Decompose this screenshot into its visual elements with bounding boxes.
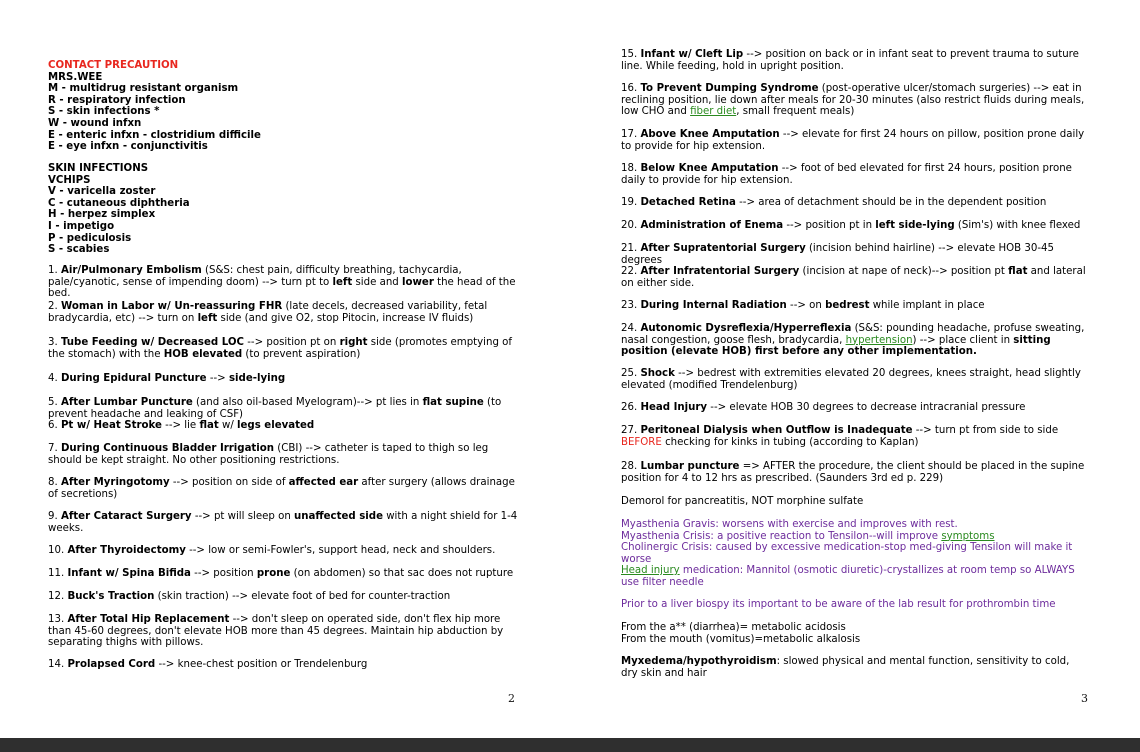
- position-item-14: 14. Prolapsed Cord --> knee-chest position or Trendelenburg: [48, 659, 368, 670]
- position-item-1: 1. Air/Pulmonary Embolism (S&S: chest pain, difficulty breathing, tachycardia, pale/cyanotic, sense of impending doom) --> turn pt to left side and lower the head of the bed.: [48, 265, 516, 300]
- hypertension-link[interactable]: hypertension: [845, 334, 913, 346]
- contact-mnemonic: MRS.WEE: [48, 71, 103, 83]
- position-item-24: 24. Autonomic Dysreflexia/Hyperreflexia (S&S: pounding headache, profuse sweating, nasal congestion, goose flesh, bradycardia, hypertension) --> place client in sitting position (elevate HOB) first before any other implementation.: [621, 323, 1085, 358]
- myasthenia-gravis-note: Myasthenia Gravis: worsens with exercise and improves with rest.: [621, 519, 958, 530]
- position-item-11: 11. Infant w/ Spina Bifida --> position prone (on abdomen) so that sac does not rupture: [48, 568, 514, 579]
- position-item-17: 17. Above Knee Amputation --> elevate for first 24 hours on pillow, position prone daily to provide for hip extension.: [621, 129, 1085, 152]
- fiber-diet-link[interactable]: fiber diet: [690, 106, 737, 118]
- position-item-19: 19. Detached Retina --> area of detachment should be in the dependent position: [621, 197, 1047, 208]
- position-item-10: 10. After Thyroidectomy --> low or semi-Fowler's, support head, neck and shoulders.: [48, 545, 496, 556]
- position-item-9: 9. After Cataract Surgery --> pt will sleep on unaffected side with a night shield for 1-4 weeks.: [48, 511, 518, 534]
- contact-precaution-title: CONTACT PRECAUTION: [48, 60, 179, 71]
- position-item-27: 27. Peritoneal Dialysis when Outflow is Inadequate --> turn pt from side to side BEFORE checking for kinks in tubing (according to Kaplan): [621, 425, 1059, 448]
- position-item-5: 5. After Lumbar Puncture (and also oil-based Myelogram)--> pt lies in flat supine (to prevent headache and leaking of CSF): [48, 397, 502, 420]
- skin-infections-section: [48, 163, 520, 256]
- cholinergic-crisis-note: Cholinergic Crisis: caused by excessive medication-stop med-giving Tensilon will make it worse: [621, 542, 1073, 565]
- list-item: P - pediculosis: [48, 232, 132, 244]
- position-item-26: 26. Head Injury --> elevate HOB 30 degrees to decrease intracranial pressure: [621, 402, 1026, 413]
- head-injury-link[interactable]: Head injury: [621, 565, 680, 576]
- skin-mnemonic: VCHIPS: [48, 174, 91, 186]
- skin-infections-title: SKIN INFECTIONS: [48, 163, 149, 174]
- position-item-7: 7. During Continuous Bladder Irrigation (CBI) --> catheter is taped to thigh so leg should be kept straight. No other positioning restrictions.: [48, 443, 489, 466]
- list-item: S - skin infections *: [48, 106, 160, 118]
- symptoms-link[interactable]: symptoms: [941, 530, 995, 542]
- myasthenia-notes: [621, 519, 1089, 565]
- page-number-left: 2: [508, 692, 515, 705]
- list-item: E - eye infxn - conjunctivitis: [48, 141, 208, 153]
- position-item-8: 8. After Myringotomy --> position on side of affected ear after surgery (allows drainage of secretions): [48, 477, 515, 500]
- position-item-25: 25. Shock --> bedrest with extremities elevated 20 degrees, knees straight, head slightly elevated (modified Trendelenburg): [621, 368, 1081, 391]
- bottom-toolbar: [0, 738, 1140, 752]
- position-item-6: 6. Pt w/ Heat Stroke --> lie flat w/ legs elevated: [48, 420, 315, 431]
- position-item-15: 15. Infant w/ Cleft Lip --> position on back or in infant seat to prevent trauma to suture line. While feeding, hold in upright position.: [621, 49, 1079, 72]
- list-item: W - wound infxn: [48, 117, 142, 129]
- list-item: S - scabies: [48, 244, 110, 256]
- myxedema-note: Myxedema/hypothyroidism: slowed physical and mental function, sensitivity to cold, dry skin and hair: [621, 656, 1070, 679]
- position-item-18: 18. Below Knee Amputation --> foot of bed elevated for first 24 hours, position prone daily to provide for hip extension.: [621, 163, 1072, 186]
- position-item-21: 21. After Supratentorial Surgery (incision behind hairline) --> elevate HOB 30-45 degrees: [621, 243, 1054, 266]
- contact-precaution-section: [48, 60, 520, 153]
- position-item-23: 23. During Internal Radiation --> on bedrest while implant in place: [621, 300, 985, 311]
- page-number-right: 3: [1081, 692, 1088, 705]
- acid-base-notes: From the a** (diarrhea)= metabolic acidosis From the mouth (vomitus)=metabolic alkalosis: [621, 622, 861, 645]
- demerol-note: Demorol for pancreatitis, NOT morphine sulfate: [621, 496, 864, 507]
- list-item: E - enteric infxn - clostridium difficile: [48, 129, 261, 141]
- position-item-12: 12. Buck's Traction (skin traction) --> elevate foot of bed for counter-traction: [48, 591, 451, 602]
- position-item-2: 2. Woman in Labor w/ Un-reassuring FHR (late decels, decreased variability, fetal bradycardia, etc) --> turn on left side (and give O2, stop Pitocin, increase IV fluids): [48, 301, 488, 324]
- position-item-28: 28. Lumbar puncture => AFTER the procedure, the client should be placed in the supine position for 4 to 12 hrs as prescribed. (Saunders 3rd ed p. 229): [621, 461, 1085, 484]
- list-item: M - multidrug resistant organism: [48, 83, 239, 95]
- position-item-16: 16. To Prevent Dumping Syndrome (post-operative ulcer/stomach surgeries) --> eat in reclining position, lie down after meals for 20-30 minutes (also restrict fluids during meals, low CHO and fiber diet, small frequent meals): [621, 83, 1085, 118]
- list-item: I - impetigo: [48, 220, 115, 232]
- position-item-22: 22. After Infratentorial Surgery (incision at nape of neck)--> position pt flat and lateral on either side.: [621, 266, 1086, 289]
- list-item: R - respiratory infection: [48, 94, 186, 106]
- position-item-13: 13. After Total Hip Replacement --> don't sleep on operated side, don't flex hip more than 45-60 degrees, don't elevate HOB more than 45 degrees. Maintain hip abduction by separating thighs with pillows.: [48, 614, 504, 649]
- liver-biopsy-note: Prior to a liver biospy its important to be aware of the lab result for prothrombin time: [621, 599, 1056, 610]
- list-item: C - cutaneous diphtheria: [48, 197, 190, 209]
- position-item-4: 4. During Epidural Puncture --> side-lying: [48, 373, 286, 384]
- list-item: V - varicella zoster: [48, 186, 156, 198]
- position-item-3: 3. Tube Feeding w/ Decreased LOC --> position pt on right side (promotes emptying of the stomach) with the HOB elevated (to prevent aspiration): [48, 337, 512, 360]
- myasthenia-crisis-note: Myasthenia Crisis: a positive reaction to Tensilon--will improve symptoms: [621, 530, 995, 542]
- before-warning: BEFORE: [621, 436, 662, 448]
- position-item-20: 20. Administration of Enema --> position pt in left side-lying (Sim's) with knee flexed: [621, 220, 1081, 231]
- list-item: H - herpez simplex: [48, 209, 156, 221]
- head-injury-note: Head injury medication: Mannitol (osmotic diuretic)-crystallizes at room temp so ALWAYS use filter needle: [621, 565, 1075, 588]
